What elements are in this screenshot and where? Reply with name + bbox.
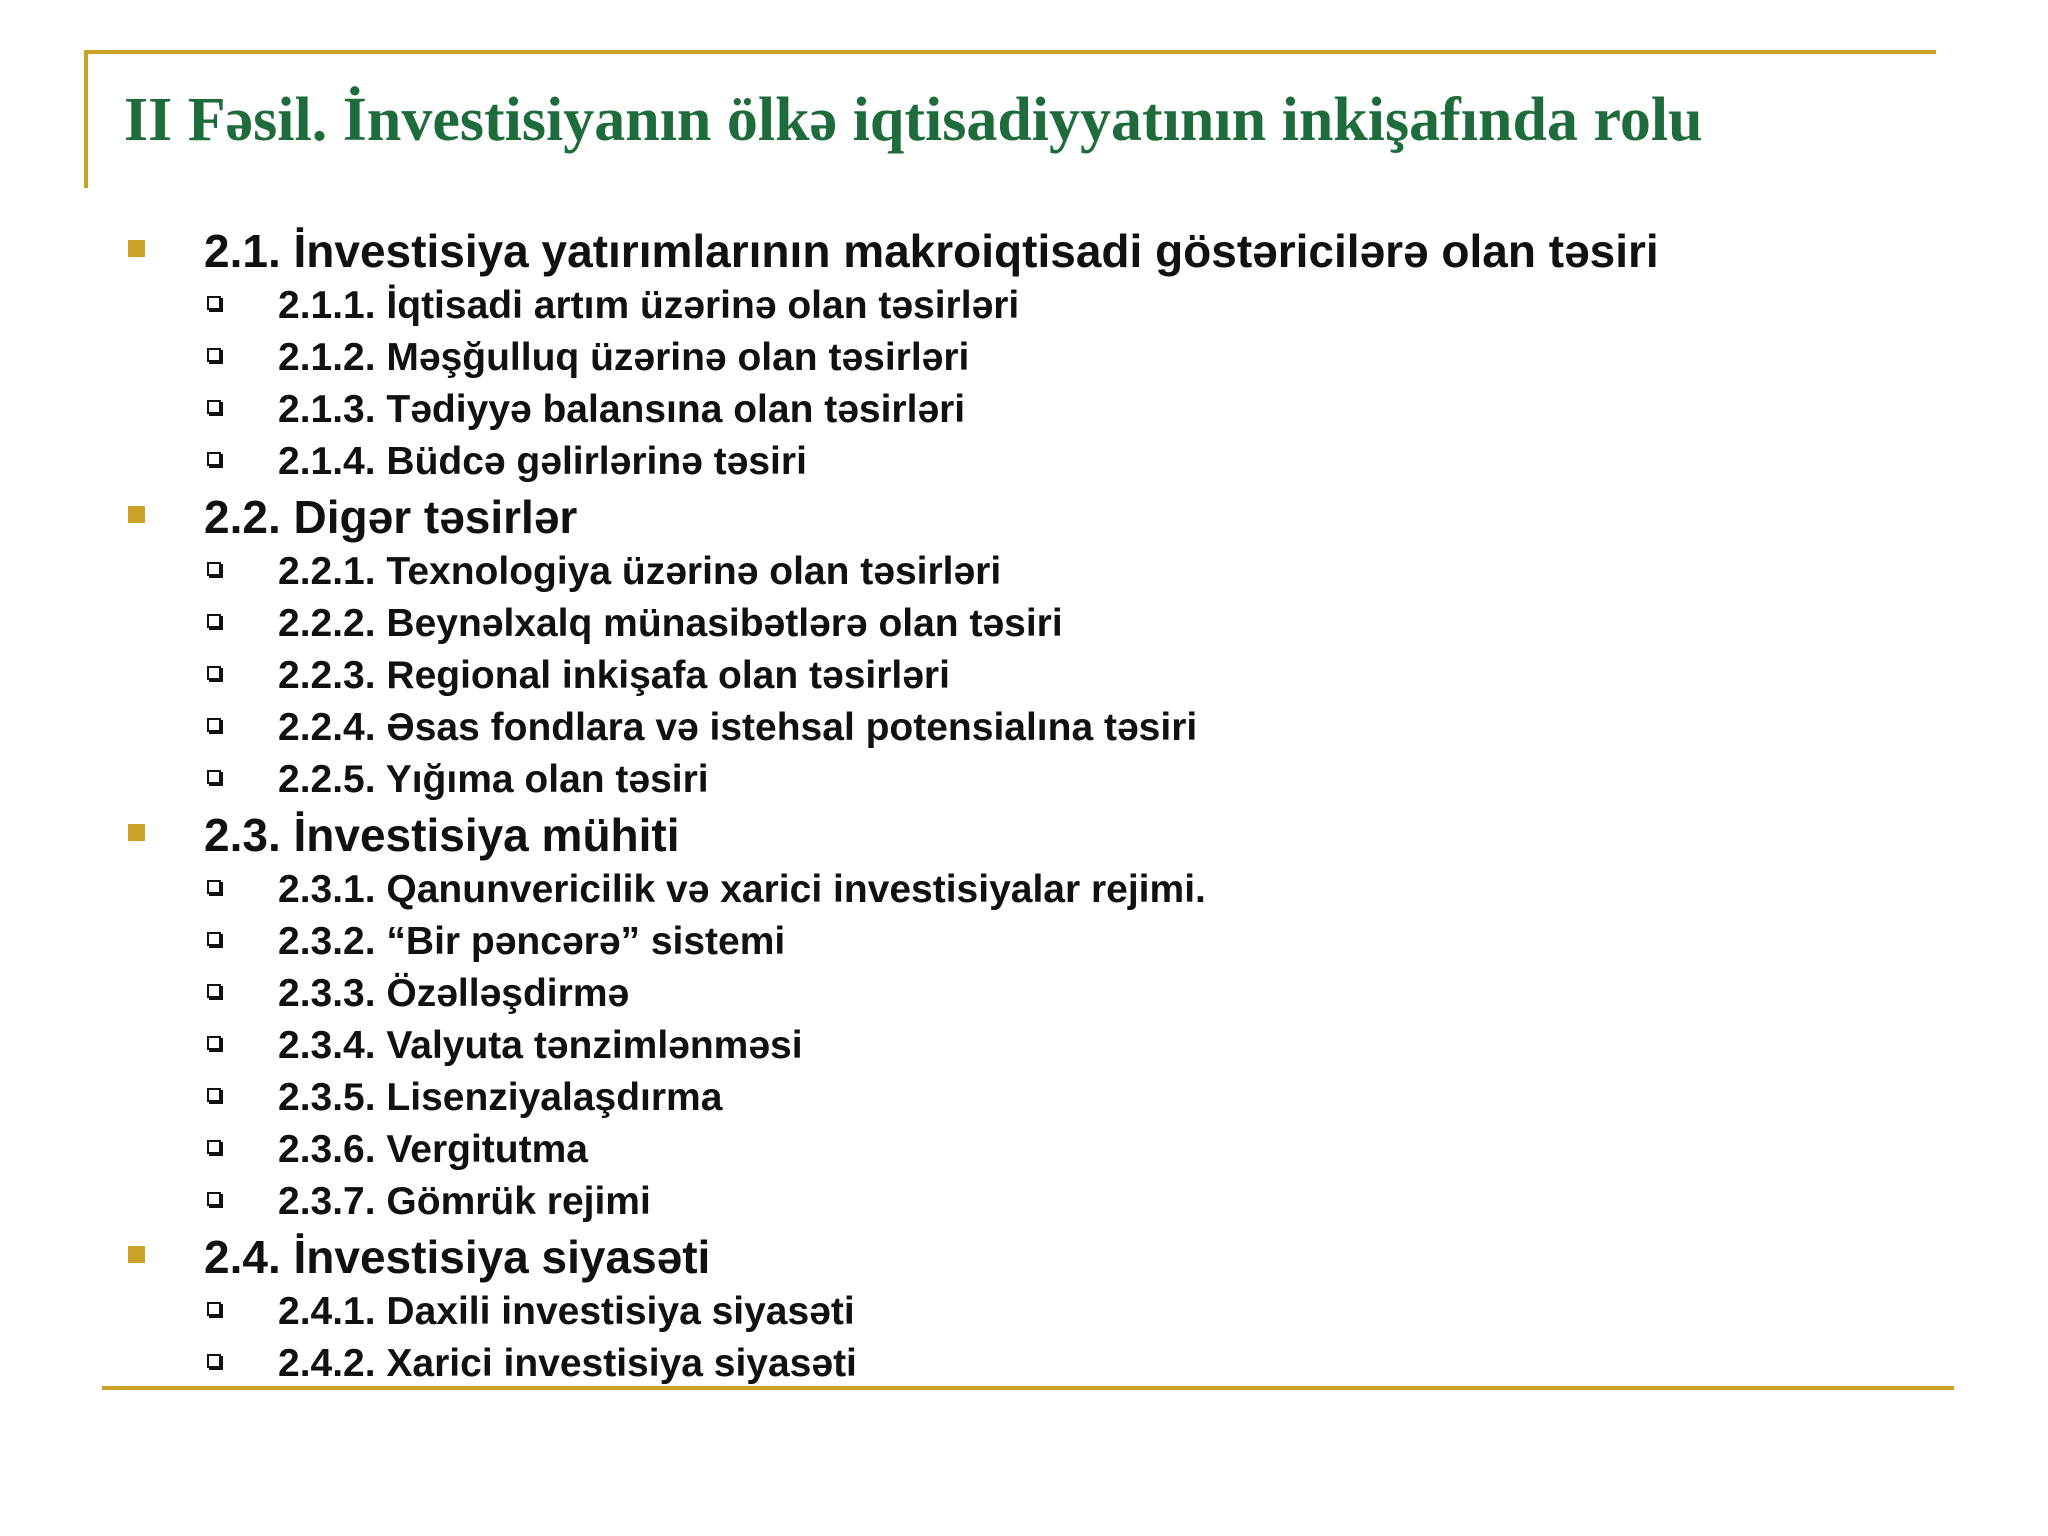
list-item-label: 2.1.1. İqtisadi artım üzərinə olan təsirləri bbox=[278, 284, 1020, 327]
list-item-label: 2.2.3. Regional inkişafa olan təsirləri bbox=[278, 654, 950, 697]
section-heading: 2.1. İnvestisiya yatırımlarının makroiqtisadi göstəricilərə olan təsiri bbox=[204, 225, 1659, 277]
sub-list bbox=[0, 864, 2048, 1228]
list-item bbox=[0, 702, 2048, 754]
hollow-square-bullet-icon bbox=[207, 614, 221, 628]
hollow-square-bullet-icon bbox=[207, 400, 221, 414]
list-item-label: 2.1.4. Büdcə gəlirlərinə təsiri bbox=[278, 440, 807, 483]
list-item-label: 2.2.1. Texnologiya üzərinə olan təsirləri bbox=[278, 550, 1002, 593]
list-item-label: 2.4.1. Daxili investisiya siyasəti bbox=[278, 1290, 855, 1333]
hollow-square-bullet-icon bbox=[207, 296, 221, 310]
hollow-square-bullet-icon bbox=[207, 1354, 221, 1368]
square-bullet-icon bbox=[128, 240, 145, 257]
square-bullet-icon bbox=[128, 1246, 145, 1263]
hollow-square-bullet-icon bbox=[207, 348, 221, 362]
hollow-square-bullet-icon bbox=[207, 1192, 221, 1206]
hollow-square-bullet-icon bbox=[207, 880, 221, 894]
list-item-label: 2.3.3. Özəlləşdirmə bbox=[278, 972, 630, 1015]
hollow-square-bullet-icon bbox=[207, 932, 221, 946]
list-item bbox=[0, 546, 2048, 598]
list-item-label: 2.1.3. Tədiyyə balansına olan təsirləri bbox=[278, 388, 966, 431]
outline-section bbox=[0, 488, 2048, 806]
list-item bbox=[0, 1020, 2048, 1072]
list-item-label: 2.2.5. Yığıma olan təsiri bbox=[278, 758, 709, 801]
hollow-square-bullet-icon bbox=[207, 984, 221, 998]
hollow-square-bullet-icon bbox=[207, 1088, 221, 1102]
outline-list bbox=[0, 222, 2048, 1390]
hollow-square-bullet-icon bbox=[207, 1140, 221, 1154]
bottom-rule bbox=[102, 1386, 1954, 1390]
list-item bbox=[0, 1286, 2048, 1338]
hollow-square-bullet-icon bbox=[207, 718, 221, 732]
hollow-square-bullet-icon bbox=[207, 562, 221, 576]
list-item-label: 2.3.1. Qanunvericilik və xarici investisiyalar rejimi. bbox=[278, 868, 1206, 911]
title-frame-left-rule bbox=[84, 50, 88, 188]
list-item-label: 2.2.4. Əsas fondlara və istehsal potensialına təsiri bbox=[278, 706, 1198, 749]
section-heading: 2.4. İnvestisiya siyasəti bbox=[204, 1231, 711, 1283]
square-bullet-icon bbox=[128, 824, 145, 841]
list-item-label: 2.3.5. Lisenziyalaşdırma bbox=[278, 1076, 723, 1119]
slide-title: II Fəsil. İnvestisiyanın ölkə iqtisadiyyatının inkişafında rolu bbox=[124, 86, 1703, 154]
sub-list bbox=[0, 1286, 2048, 1390]
list-item bbox=[0, 280, 2048, 332]
list-item-label: 2.3.2. “Bir pəncərə” sistemi bbox=[278, 920, 786, 963]
list-item-label: 2.2.2. Beynəlxalq münasibətlərə olan təsiri bbox=[278, 602, 1063, 645]
hollow-square-bullet-icon bbox=[207, 770, 221, 784]
outline-section bbox=[0, 1228, 2048, 1390]
list-item bbox=[0, 436, 2048, 488]
list-item bbox=[0, 1176, 2048, 1228]
list-item bbox=[0, 968, 2048, 1020]
outline-section bbox=[0, 806, 2048, 1228]
section-heading: 2.3. İnvestisiya mühiti bbox=[204, 809, 680, 861]
list-item-label: 2.4.2. Xarici investisiya siyasəti bbox=[278, 1342, 857, 1385]
list-item bbox=[0, 384, 2048, 436]
list-item bbox=[0, 332, 2048, 384]
list-item-label: 2.3.4. Valyuta tənzimlənməsi bbox=[278, 1024, 803, 1067]
list-item bbox=[0, 916, 2048, 968]
hollow-square-bullet-icon bbox=[207, 666, 221, 680]
list-item bbox=[0, 1338, 2048, 1390]
hollow-square-bullet-icon bbox=[207, 1302, 221, 1316]
list-item bbox=[0, 864, 2048, 916]
sub-list bbox=[0, 280, 2048, 488]
list-item-label: 2.3.6. Vergitutma bbox=[278, 1128, 588, 1171]
list-item bbox=[0, 598, 2048, 650]
list-item bbox=[0, 754, 2048, 806]
outline-section bbox=[0, 222, 2048, 488]
list-item bbox=[0, 1072, 2048, 1124]
list-item bbox=[0, 650, 2048, 702]
hollow-square-bullet-icon bbox=[207, 452, 221, 466]
sub-list bbox=[0, 546, 2048, 806]
section-heading: 2.2. Digər təsirlər bbox=[204, 491, 578, 543]
list-item-label: 2.3.7. Gömrük rejimi bbox=[278, 1180, 651, 1223]
square-bullet-icon bbox=[128, 506, 145, 523]
title-frame-top-rule bbox=[84, 50, 1936, 54]
list-item bbox=[0, 1124, 2048, 1176]
hollow-square-bullet-icon bbox=[207, 1036, 221, 1050]
list-item-label: 2.1.2. Məşğulluq üzərinə olan təsirləri bbox=[278, 336, 970, 379]
